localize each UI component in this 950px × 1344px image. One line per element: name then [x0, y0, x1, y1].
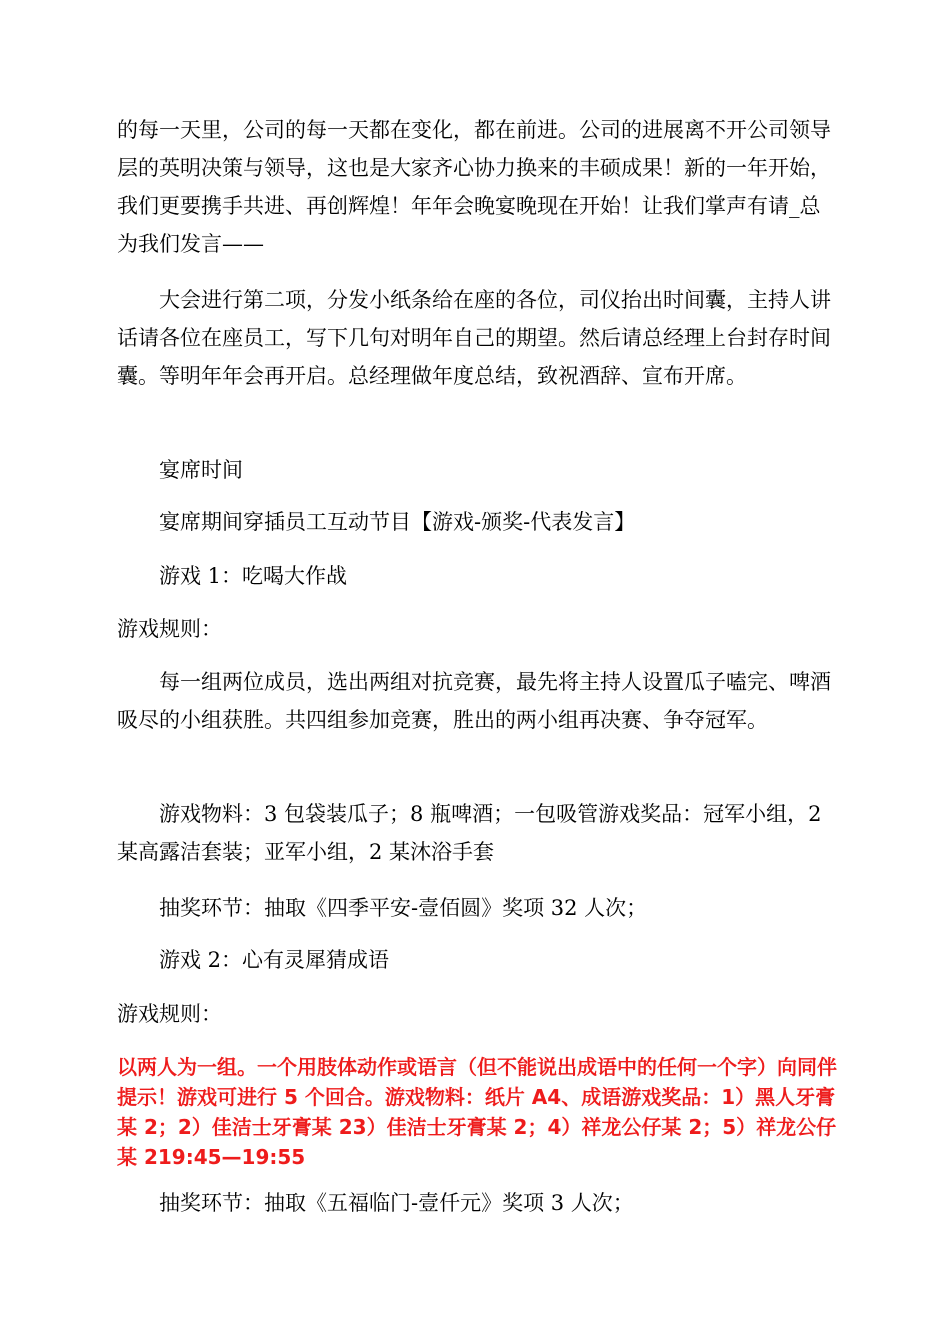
heading-banquet-time: 宴席时间 [159, 458, 243, 482]
paragraph-banquet-program: 宴席期间穿插员工互动节目【游戏-颁奖-代表发言】 [159, 510, 636, 534]
paragraph-game-1-materials: 游戏物料：3 包袋装瓜子；8 瓶啤酒；一包吸管游戏奖品：冠军小组，2 某高露洁套装；亚军小组，2 某沐浴手套 [117, 802, 829, 864]
paragraph-second-item: 大会进行第二项，分发小纸条给在座的各位，司仪抬出时间囊，主持人讲话请各位在座员工，写下几句对明年自己的期望。然后请总经理上台封存时间囊。等明年年会再开启。总经理做年度总结，致祝酒辞、宣布开席。 [117, 288, 831, 388]
heading-game-2: 游戏 2：心有灵犀猜成语 [159, 948, 390, 972]
paragraph-lottery-1: 抽奖环节：抽取《四季平安-壹佰圆》奖项 32 人次； [159, 896, 648, 920]
heading-game-1: 游戏 1：吃喝大作战 [159, 564, 348, 588]
paragraph-lottery-2: 抽奖环节：抽取《五福临门-壹仟元》奖项 3 人次； [159, 1191, 634, 1215]
paragraph-game-1-rules: 每一组两位成员，选出两组对抗竞赛，最先将主持人设置瓜子嗑完、啤酒吸尽的小组获胜。共四组参加竞赛，胜出的两小组再决赛、争夺冠军。 [117, 670, 831, 732]
heading-game-1-rules: 游戏规则： [117, 617, 222, 641]
paragraph-opening-continuation: 的每一天里，公司的每一天都在变化，都在前进。公司的进展离不开公司领导层的英明决策与领导，这也是大家齐心协力换来的丰硕成果！新的一年开始，我们更要携手共进、再创辉煌！年年会晚宴晚现在开始！让我们掌声有请_总为我们发言—— [117, 118, 831, 256]
heading-game-2-rules: 游戏规则： [117, 1002, 222, 1026]
paragraph-game-2-rules-highlight: 以两人为一组。一个用肢体动作或语言（但不能说出成语中的任何一个字）向同伴提示！游戏可进行 5 个回合。游戏物料：纸片 A4、成语游戏奖品：1）黑人牙膏某 2；2）佳洁士牙膏某 23）佳洁士牙膏某 2；4）祥龙公仔某 2；5）祥龙公仔某 219:45—19:55 [117, 1055, 837, 1169]
